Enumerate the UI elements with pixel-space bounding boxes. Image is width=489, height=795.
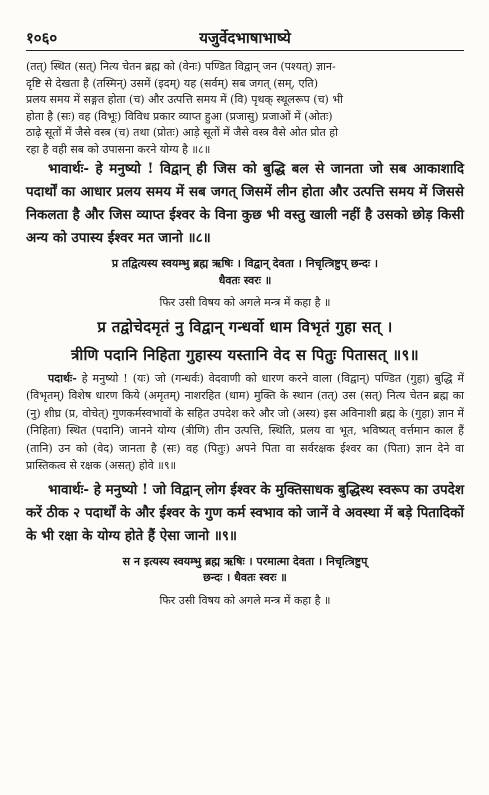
bhavartha-paragraph xyxy=(26,158,464,250)
book-page xyxy=(26,28,464,609)
page-header xyxy=(26,28,464,51)
padartha-paragraph xyxy=(26,370,464,475)
bhavartha-label: भावार्थः- xyxy=(48,161,89,177)
bhavartha-text-2: हे मनुष्यो ! जो विद्वान् लोग ईश्वर के मुक्तिसाधक बुद्धिस्थ स्वरूप का उपदेश करें ठीक २ पदार्थों के और ईश्वर के गुण कर्म स्वभाव को जानें वे अवस्था में बड़े पितादिकों के भी रक्षा के योग्य होते हैं ऐसा जानो ॥९॥ xyxy=(26,481,465,544)
text-line: रहा है वही सब को उपासना करने योग्य है ॥८॥ xyxy=(26,142,211,156)
rishi-swara-line-2: छन्दः । धैवतः स्वरः ॥ xyxy=(203,571,287,584)
intro-line-2: फिर उसी विषय को अगले मन्त्र में कहा है ॥ xyxy=(159,593,331,607)
running-title: यजुर्वेदभाषाभाष्ये xyxy=(199,29,291,47)
text-line: दृष्टि से देखता है (तस्मिन्) उसमें (इदम्) यह (सर्वम्) सब जगत् (सम्, एति) xyxy=(26,76,318,90)
mantra-line-2: त्रीणि पदानि निहिता गुहास्य यस्तानि वेद स पितुः पितासत् ॥९॥ xyxy=(71,345,419,364)
bhavartha-paragraph-2 xyxy=(26,479,464,548)
mantra-line-1: प्र तद्वोचेदमृतं नु विद्वान् गन्धर्वो धाम विभृतं गुहा सत् । xyxy=(97,317,393,336)
rishi-devata-line-2: स न इत्यस्य स्वयम्भु ब्रह्म ऋषिः । परमात्मा देवता । निचृत्त्रिष्टुप् xyxy=(122,554,368,568)
padartha-label: पदार्थः- xyxy=(48,371,77,385)
rishi-devata-line: प्र तद्वित्यस्य स्वयम्भु ब्रह्म ऋषिः । विद्वान् देवता । निचृत्त्रिष्टुप् छन्दः । xyxy=(111,257,379,270)
intro-line: फिर उसी विषय को अगले मन्त्र में कहा है ॥ xyxy=(159,296,331,309)
bhavartha-text: हे मनुष्यो ! विद्वान् ही जिस को बुद्धि बल से जानता जो सब आकाशादि पदार्थों का आधार प्रलय समय में सब जगत् जिसमें लीन होता और उत्पत्ति समय में जिससे निकलता है और जिस व्याप्त ईश्वर के विना कुछ भी वस्तु खाली नहीं है उसको छोड़ किसी अन्य को उपास्य ईश्वर मत जानो ॥८॥ xyxy=(26,161,464,246)
page-number: १०६० xyxy=(26,29,58,47)
rishi-swara-line: धैवतः स्वरः ॥ xyxy=(218,273,272,287)
padartha-text: हे मनुष्यो ! (यः) जो (गन्धर्वः) वेदवाणी को धारण करने वाला (विद्वान्) पण्डित (गुहा) बुद्धि में (विभृतम्) विशेष धारण किये (अमृतम्) नाशरहित (धाम) मुक्ति के स्थान (तत्) उस (सत्) नित्य चेतन ब्रह्म का (नु) शीघ्र (प्र, वोचेत्) गुणकर्मस्वभावों के सहित उपदेश करे और जो (अस्य) इस अविनाशी ब्रह्म के (गुहा) ज्ञान में (निहिता) स्थित (पदानि) जानने योग्य (त्रीणि) तीन उत्पत्ति, स्थिति, प्रलय वा भूत, भविष्यत् वर्त्तमान काल हैं (तानि) उन को (वेद) जानता है (सः) वह (पितुः) अपने पिता वा सर्वरक्षक ईश्वर का (पिता) ज्ञान देने वा प्रास्तिकत्व से रक्षक (असत्) होवे ॥९॥ xyxy=(26,371,465,472)
text-line: (तत्) स्थित (सत्) नित्य चेतन ब्रह्म को (वेनः) पण्डित विद्वान् जन (पश्यत्) ज्ञान- xyxy=(26,60,336,73)
padartha-continuation xyxy=(26,59,464,158)
bhavartha-label-2: भावार्थः- xyxy=(48,481,89,498)
text-line: ठाढ़े सूतों में जैसे वस्त्र (च) तथा (प्रोतः) आड़े सूतों में जैसे वस्त्र वैसे ओत प्रोत हो xyxy=(26,126,338,139)
text-line: होता है (सः) वह (विभूः) विविध प्रकार व्याप्त हुआ (प्रजासु) प्रजाओं में (ओतः) xyxy=(26,109,333,123)
text-line: प्रलय समय में सङ्गत होता (च) और उत्पत्ति समय में (वि) पृथक् स्थूलरूप (च) भी xyxy=(26,93,343,106)
